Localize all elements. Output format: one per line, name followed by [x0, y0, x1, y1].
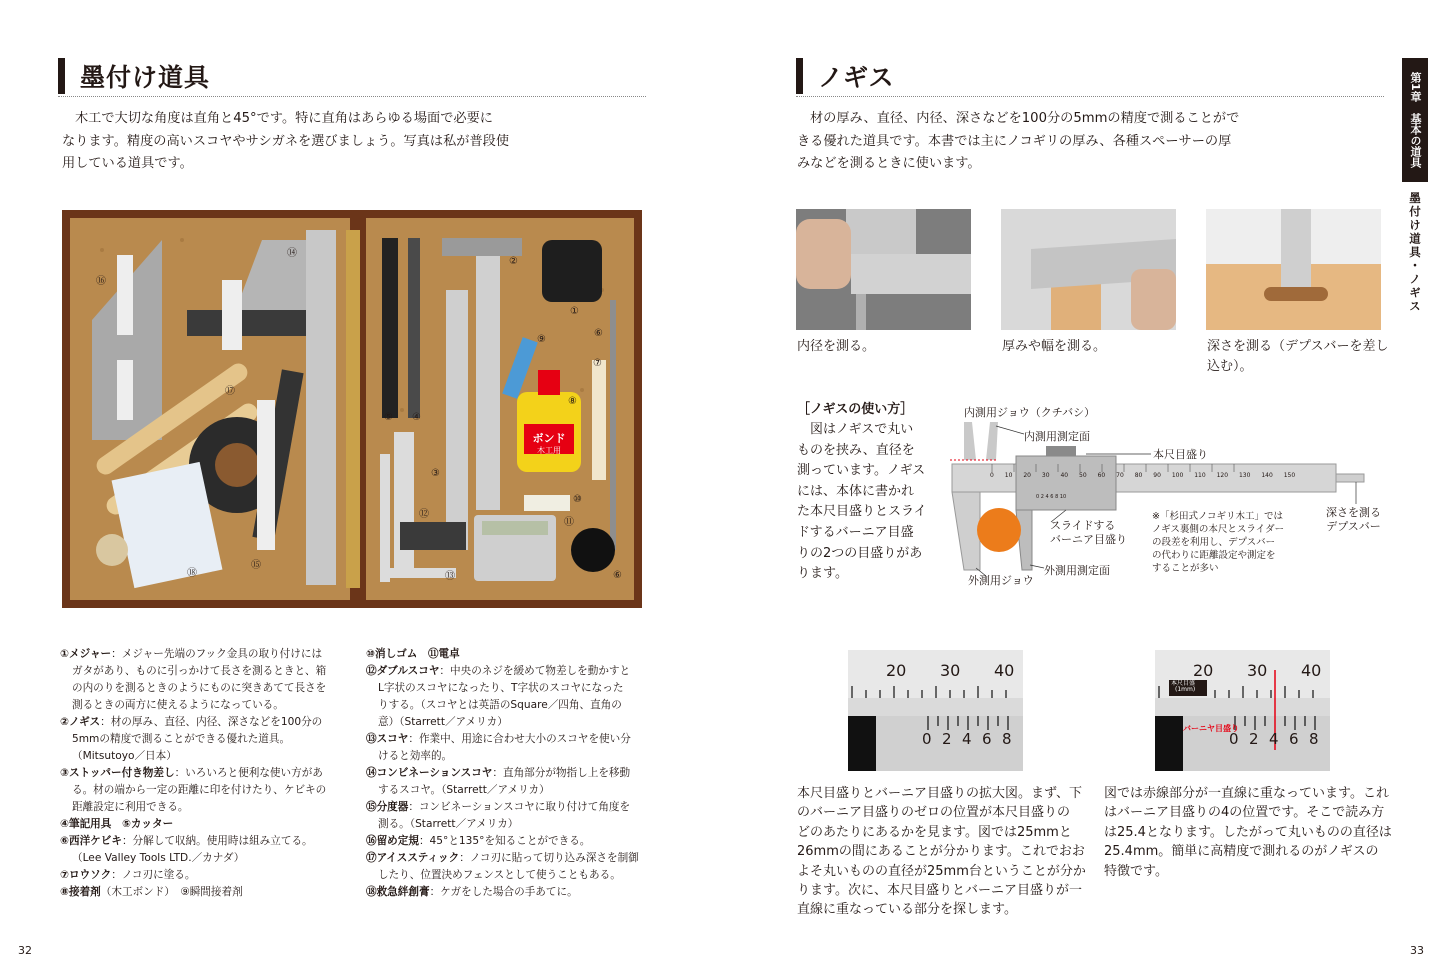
exp2-line-5: 特徴です。 [1104, 863, 1168, 879]
zoom2-bottom-4: 4 [1269, 730, 1279, 748]
list-item-18: ⑱救急絆創膏：ケガをした場合の手あてに。 [366, 886, 578, 898]
list-item-13: ⑬スコヤ：作業中、用途に合わせ大小のスコヤを使い分 [366, 733, 631, 745]
list-item-15-l2: 測る。（Starrett／アメリカ） [378, 818, 519, 830]
left-intro-line-1: 木工で大切な角度は直角と45°です。特に直角はあらゆる場面で必要に [75, 111, 493, 126]
zoom1-bottom-2: 2 [942, 730, 952, 748]
zoom1-bottom-6: 6 [982, 730, 992, 748]
note-line-4: の代わりに距離設定や測定を [1152, 550, 1276, 561]
photo-inner-diameter [796, 209, 971, 330]
caption-inner-diameter: 内径を測る。 [797, 339, 876, 354]
list-item-1: ①メジャー：メジャー先端のフック金具の取り付けには [60, 648, 323, 660]
photo-num-7: ⑦ [593, 358, 602, 369]
caption-depth [1207, 337, 1388, 377]
exp1-line-5: よそ丸いものの直径が25mm台ということが分か [797, 863, 1086, 879]
left-intro-line-3: 用している道具です。 [62, 156, 193, 172]
scale-n-40: 40 [1060, 472, 1069, 479]
usage-line-6: ドするバーニア目盛 [797, 524, 914, 540]
left-title-bar [58, 58, 65, 94]
photo-num-16: ⑯ [96, 276, 106, 287]
zoom1-top-30: 30 [940, 661, 961, 680]
label-outer-face: 外測用測定面 [1044, 564, 1110, 577]
label-slide: スライドする [1050, 519, 1116, 532]
zoom1-bottom-4: 4 [962, 730, 972, 748]
diagram-note [1152, 510, 1284, 575]
photo-num-2: ② [509, 256, 518, 267]
list-item-13-l2: けると効率的。 [378, 750, 453, 762]
explanation-1 [797, 784, 1087, 920]
list-item-17-l2: したり、位置決めフェンスとして使うこともある。 [378, 869, 621, 881]
label-main-scale: 本尺目盛り [1153, 448, 1208, 461]
photo-num-17: ⑰ [225, 386, 235, 397]
note-line-5: することが多い [1152, 563, 1219, 574]
list-item-12-l3: りする。（スコヤとは英語のSquare／四角、直角の [378, 699, 622, 711]
list-item-1-l3: の内のりを測るときのようにものに突きあてて長さを [72, 682, 327, 694]
zoom2-label-vernier: バーニヤ目盛り [1183, 724, 1239, 733]
list-item-12-l2: L字状のスコヤになったり、T字状のスコヤになった [378, 682, 624, 694]
list-item-3: ③ストッパー付き物差し：いろいろと便利な使い方があ [60, 767, 323, 779]
label-depth-1: 深さを測る [1326, 506, 1381, 519]
scale-n-150: 150 [1283, 472, 1296, 479]
list-item-3-l3: 距離設定に利用できる。 [72, 801, 189, 813]
photo-inner-diameter-illustration [796, 209, 971, 330]
photo-num-10: ⑩ [573, 494, 582, 505]
note-line-3: の段差を利用し、デプスバー [1152, 537, 1276, 548]
list-item-12: ⑫ダブルスコヤ：中央のネジを緩めて物差しを動かすと [366, 665, 631, 677]
left-title-rule [58, 96, 646, 97]
list-item-8: ⑧接着剤（木工ボンド） ⑨瞬間接着剤 [60, 886, 243, 898]
scale-n-100: 100 [1171, 472, 1184, 479]
list-item-3-l2: る。材の端から一定の距離に印を付けたり、ケビキの [72, 784, 327, 796]
list-item-12-l4: 意）（Starrett／アメリカ） [378, 716, 508, 728]
photo-num-3: ③ [431, 468, 440, 479]
right-title-rule [796, 96, 1384, 97]
scale-n-50: 50 [1079, 472, 1087, 479]
list-item-14-l2: するスコヤ。（Starrett／アメリカ） [378, 784, 550, 796]
scale-n-10: 10 [1004, 472, 1013, 479]
label-outer-jaw: 外測用ジョウ [968, 574, 1034, 587]
usage-text [797, 420, 947, 585]
right-intro-line-1: 材の厚み、直径、内径、深さなどを100分の5mmの精度で測ることがで [810, 111, 1240, 126]
photo-num-6: ⑥ [594, 328, 603, 339]
photo-num-6b: ⑥ [613, 570, 622, 581]
scale-n-70: 70 [1116, 472, 1124, 479]
list-item-1-l4: 測るときの両方に使えるようになっている。 [72, 699, 284, 711]
items-list-col2 [366, 646, 656, 901]
list-item-2-l3: （Mitsutoyo／日本） [72, 750, 177, 762]
caliper-diagram [946, 400, 1386, 600]
list-item-17: ⑰アイススティック：ノコ刃に貼って切り込み深さを制御 [366, 852, 639, 864]
exp1-line-1: 本尺目盛りとバーニア目盛りの拡大図。まず、下 [797, 786, 1082, 801]
vernier-numbers: 0 2 4 6 8 10 [1036, 494, 1067, 500]
photo-num-12: ⑫ [419, 509, 429, 520]
toolbox-photo [62, 210, 642, 608]
scale-numbers [990, 472, 1295, 479]
scale-n-140: 140 [1261, 472, 1273, 479]
label-depth-2: デプスバー [1326, 520, 1381, 533]
list-item-4: ④筆記用具 ⑤カッター [60, 818, 174, 830]
caption-depth-l1: 深さを測る（デプスバーを差し [1207, 339, 1389, 354]
zoom2-label-main: 本尺目盛 [1171, 680, 1196, 687]
photo-num-15: ⑮ [251, 560, 261, 571]
list-item-1-l2: ガタがあり、ものに引っかけて長さを測るときと、箱 [72, 665, 327, 677]
caption-depth-l2: 込む）。 [1207, 359, 1253, 374]
usage-line-3: 測っています。ノギス [797, 463, 926, 479]
right-page-number: 33 [1410, 944, 1424, 957]
note-line-2: ノギス裏側の本尺とスライダー [1152, 524, 1285, 535]
zoom1-bottom-8: 8 [1002, 730, 1012, 748]
usage-line-2: ものを挟み、直径を [797, 442, 915, 458]
chapter-section-label: 墨付け道具・ノギス [1408, 192, 1422, 314]
photo-num-14: ⑭ [287, 248, 297, 259]
list-item-2: ②ノギス：材の厚み、直径、内径、深さなどを100分の [60, 716, 323, 728]
usage-line-5: た本尺目盛りとスライ [797, 504, 927, 520]
zoom1-bottom-0: 0 [922, 730, 932, 748]
zoom2-top-20: 20 [1193, 661, 1214, 680]
list-item-14: ⑭コンビネーションスコヤ：直角部分が物指し上を移動 [366, 767, 631, 779]
label-vernier: バーニア目盛り [1050, 533, 1127, 546]
photo-num-13: ⑬ [445, 571, 455, 582]
list-item-7: ⑦ロウソク：ノコ刃に塗る。 [60, 869, 196, 881]
explanation-2 [1104, 784, 1394, 881]
list-item-16: ⑯留め定規：45°と135°を知ることができる。 [366, 835, 591, 847]
usage-line-4: には、本体に書かれ [797, 483, 915, 499]
chapter-tab: 第1章 基本の道具 [1402, 58, 1428, 182]
zoom2-bottom-6: 6 [1289, 730, 1299, 748]
scale-n-30: 30 [1041, 472, 1050, 479]
items-list-col1 [60, 646, 350, 901]
scale-n-130: 130 [1238, 472, 1251, 479]
left-intro-line-2: なります。精度の高いスコヤやサシガネを選びましょう。写真は私が普段使 [62, 133, 510, 149]
photo-num-8: ⑧ [568, 396, 577, 407]
exp1-line-2: のバーニア目盛りのゼロの位置が本尺目盛りの [797, 805, 1071, 821]
exp1-line-7: 直線に重なっている部分を探します。 [797, 902, 1017, 918]
photo-num-5: ⑤ [384, 412, 393, 423]
left-page-number: 32 [18, 944, 32, 957]
zoom-scale-1 [848, 650, 1023, 771]
toolbox-illustration [62, 210, 642, 608]
list-item-6: ⑥西洋ケビキ：分解して収納。使用時は組み立てる。 [60, 835, 313, 847]
right-page-title: ノギス [818, 63, 895, 92]
right-title-bar [796, 58, 803, 94]
usage-line-7: りの2つの目盛りがあ [797, 545, 923, 561]
scale-n-60: 60 [1097, 472, 1106, 479]
photo-num-1: ① [570, 306, 579, 317]
usage-title: ［ノギスの使い方］ [797, 402, 914, 417]
list-item-10: ⑩消しゴム ⑪電卓 [366, 648, 460, 660]
scale-n-110: 110 [1194, 472, 1206, 479]
photo-thickness [1001, 209, 1176, 330]
exp1-line-6: ります。次に、本尺目盛りとバーニア目盛りが一 [797, 883, 1082, 899]
photo-thickness-illustration [1001, 209, 1176, 330]
right-intro [797, 108, 1239, 176]
exp1-line-4: 26mmの間にあることが分かります。これでおお [797, 844, 1085, 860]
right-intro-line-3: みなどを測るときに使います。 [797, 156, 981, 172]
scale-n-0: 0 [990, 472, 994, 479]
photo-num-4: ④ [412, 412, 421, 423]
note-line-1: ※「杉田式ノコギリ木工」では [1152, 511, 1283, 522]
exp1-line-3: どのあたりにあるかを見ます。図では25mmと [797, 824, 1072, 840]
exp2-line-1: 図では赤線部分が一直線に重なっています。これ [1104, 786, 1389, 801]
list-item-15: ⑮分度器：コンビネーションスコヤに取り付けて角度を [366, 801, 631, 813]
zoom2-top-30: 30 [1247, 661, 1268, 680]
list-item-2-l2: 5mmの精度で測ることができる優れた道具。 [72, 733, 291, 745]
zoom-scale-2 [1155, 650, 1330, 771]
zoom2-label-mm: (1mm) [1175, 686, 1196, 693]
zoom2-bottom-2: 2 [1249, 730, 1259, 748]
photo-depth [1206, 209, 1381, 330]
bond-label: ボンド [532, 432, 566, 445]
exp2-line-2: はバーニア目盛りの4の位置です。そこで読み方 [1104, 805, 1385, 821]
usage-line-8: ります。 [797, 566, 848, 582]
zoom2-top-40: 40 [1301, 661, 1322, 680]
exp2-line-3: は25.4となります。したがって丸いものの直径は [1104, 824, 1392, 840]
scale-n-120: 120 [1216, 472, 1229, 479]
left-page-title: 墨付け道具 [80, 63, 211, 92]
label-inner-jaw: 内測用ジョウ（クチバシ） [964, 406, 1096, 419]
zoom2-bottom-8: 8 [1309, 730, 1319, 748]
photo-num-9: ⑨ [537, 334, 546, 345]
label-depth-bar [1326, 506, 1381, 534]
bond-sublabel: 木工用 [537, 446, 561, 455]
zoom1-top-40: 40 [994, 661, 1015, 680]
left-intro [62, 108, 509, 176]
right-intro-line-2: きる優れた道具です。本書では主にノコギリの厚み、各種スペーサーの厚 [797, 133, 1232, 149]
usage-line-1: 図はノギスで丸い [810, 422, 914, 437]
scale-n-80: 80 [1134, 472, 1143, 479]
list-item-6-l2: （Lee Valley Tools LTD.／カナダ） [72, 852, 245, 864]
caption-thickness: 厚みや幅を測る。 [1002, 339, 1107, 354]
scale-n-90: 90 [1153, 472, 1161, 479]
photo-depth-illustration [1206, 209, 1381, 330]
zoom2-bottom-0: 0 [1229, 730, 1239, 748]
label-inner-face: 内測用測定面 [1024, 430, 1090, 443]
photo-num-18: ⑱ [187, 568, 197, 579]
scale-n-20: 20 [1023, 472, 1031, 479]
photo-num-11: ⑪ [564, 517, 574, 528]
zoom1-top-20: 20 [886, 661, 907, 680]
exp2-line-4: 25.4mm。簡単に高精度で測れるのがノギスの [1104, 844, 1379, 860]
